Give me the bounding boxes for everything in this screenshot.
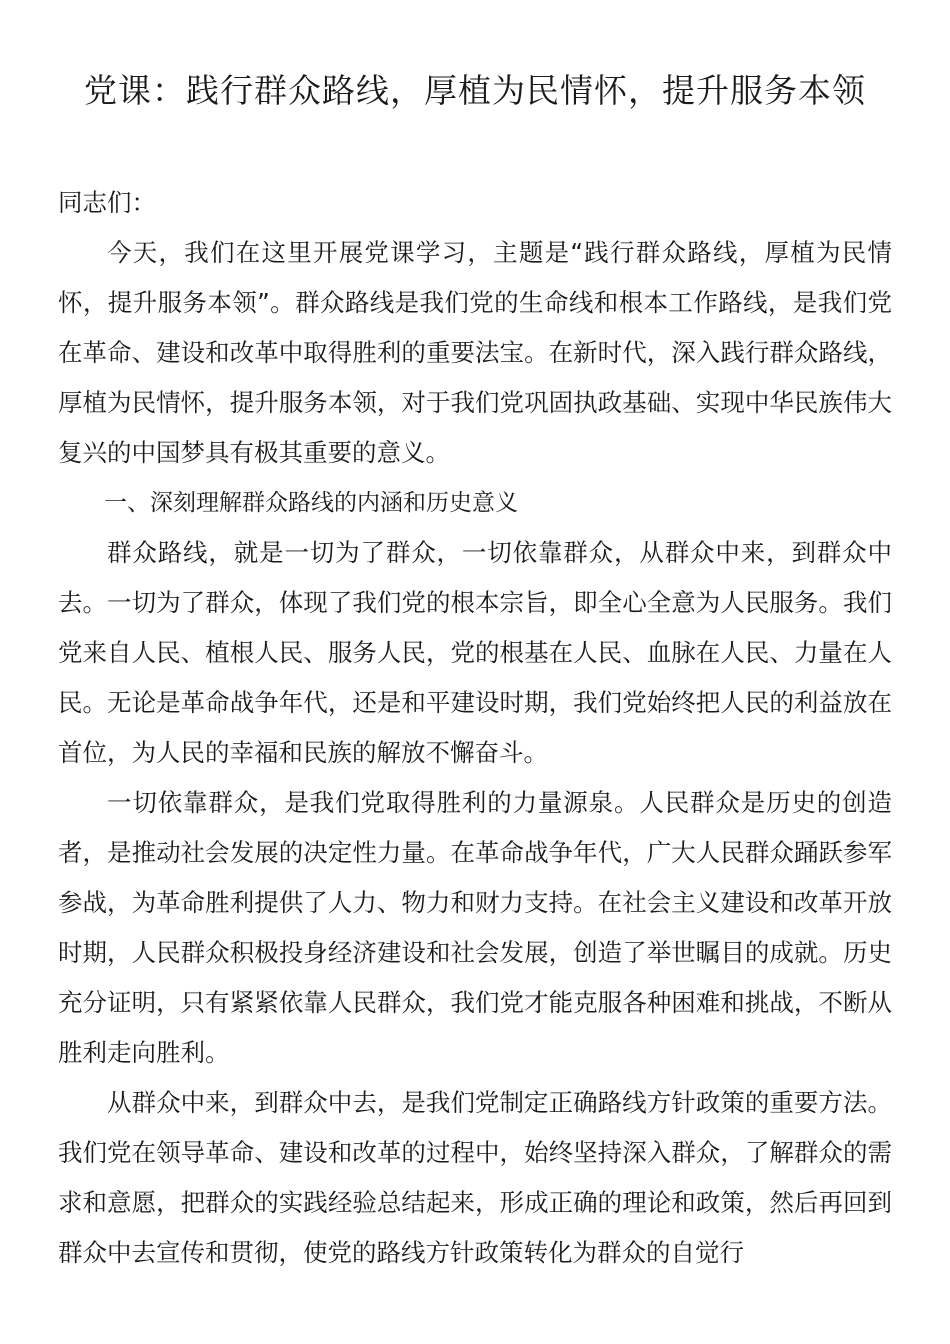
intro-paragraph: 今天，我们在这里开展党课学习，主题是“践行群众路线，厚植为民情怀，提升服务本领”。群众路线是我们党的生命线和根本工作路线，是我们党在革命、建设和改革中取得胜利的重要法宝。在新时代，深入践行群众路线，厚植为民情怀，提升服务本领，对于我们党巩固执政基础、实现中华民族伟大复兴的中国梦具有极其重要的意义。 (58, 238, 892, 467)
body-paragraph: 从群众中来，到群众中去，是我们党制定正确路线方针政策的重要方法。我们党在领导革命、建设和改革的过程中，始终坚持深入群众，了解群众的需求和意愿，把群众的实践经验总结起来，形成正确的理论和政策，然后再回到群众中去宣传和贯彻，使党的路线方针政策转化为群众的自觉行 (58, 1088, 892, 1267)
document-body (58, 178, 892, 1278)
section-heading: 一、深刻理解群众路线的内涵和历史意义 (104, 490, 518, 516)
salutation: 同志们： (58, 188, 156, 217)
body-paragraph: 群众路线，就是一切为了群众，一切依靠群众，从群众中来，到群众中去。一切为了群众，体现了我们党的根本宗旨，即全心全意为人民服务。我们党来自人民、植根人民、服务人民，党的根基在人民、血脉在人民、力量在人民。无论是革命战争年代，还是和平建设时期，我们党始终把人民的利益放在首位，为人民的幸福和民族的解放不懈奋斗。 (58, 538, 892, 767)
document-title: 党课：践行群众路线，厚植为民情怀，提升服务本领 (84, 71, 866, 110)
body-paragraph: 一切依靠群众，是我们党取得胜利的力量源泉。人民群众是历史的创造者，是推动社会发展的决定性力量。在革命战争年代，广大人民群众踊跃参军参战，为革命胜利提供了人力、物力和财力支持。在社会主义建设和改革开放时期，人民群众积极投身经济建设和社会发展，创造了举世瞩目的成就。历史充分证明，只有紧紧依靠人民群众，我们党才能克服各种困难和挑战，不断从胜利走向胜利。 (58, 788, 892, 1067)
